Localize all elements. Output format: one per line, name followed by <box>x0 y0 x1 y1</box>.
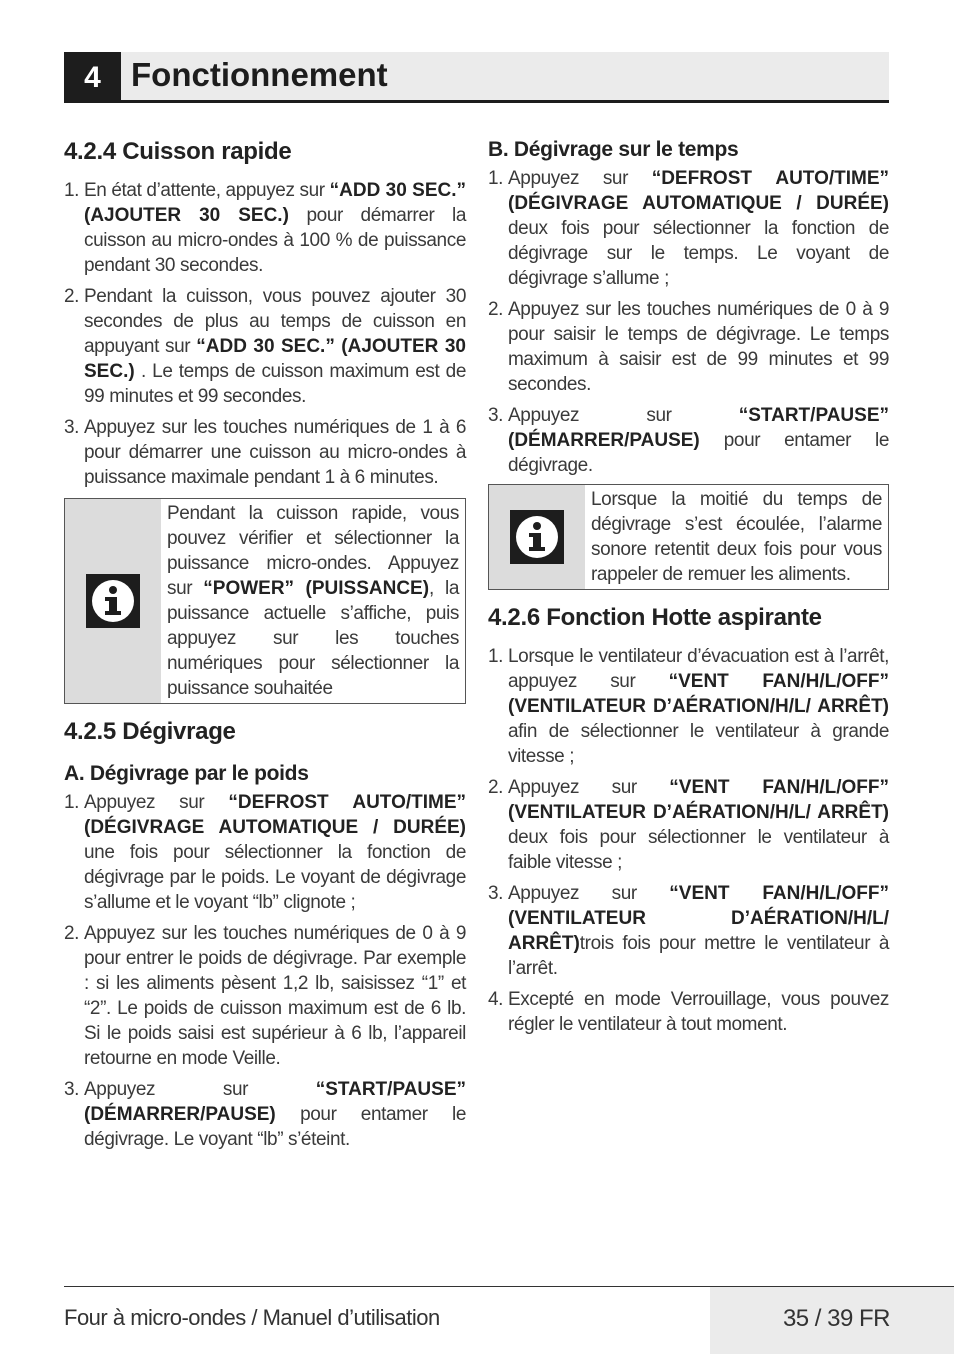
list-item: 1. Appuyez sur “DEFROST AUTO/TIME” (DÉGIVRAGE AUTOMATIQUE / DURÉE) une fois pour sélectionner la fonction de dégivrage par le poids. Le voyant de dégivrage s’allume et le voyant “lb” clignote ; <box>64 792 467 913</box>
vent-fan-list <box>488 644 889 1037</box>
note-text: Pendant la cuisson rapide, vous pouvez vérifier et sélectionner la puissance micro-ondes. Appuyez sur “POWER” (PUISSANCE), la puissance actuelle s’affiche, puis appuyez sur les touches numériques pour sélectionner la puissance souhaitée <box>167 503 459 699</box>
list-item: 3. Appuyez sur “START/PAUSE” (DÉMARRER/PAUSE) pour entamer le dégivrage. Le voyant “lb” s’éteint. <box>64 1079 466 1150</box>
list-item: 1. Appuyez sur “DEFROST AUTO/TIME” (DÉGIVRAGE AUTOMATIQUE / DURÉE) deux fois pour sélectionner la fonction de dégivrage sur le temps. Le voyant de dégivrage s’allume ; <box>488 168 890 289</box>
list-item: 3. Appuyez sur “VENT FAN/H/L/OFF” (VENTILATEUR D’AÉRATION/H/L/ ARRÊT)trois fois pour mettre le ventilateur à l’arrêt. <box>488 883 890 979</box>
header-bar <box>121 52 889 103</box>
defrost-time-list <box>488 166 889 478</box>
subsection-title-b: B. Dégivrage sur le temps <box>488 138 739 161</box>
info-icon <box>86 574 140 628</box>
footer-doc-title: Four à micro-ondes / Manuel d’utilisation <box>64 1305 440 1330</box>
left-column <box>64 138 466 1158</box>
list-item: 3. Appuyez sur “START/PAUSE” (DÉMARRER/PAUSE) pour entamer le dégivrage. <box>488 405 889 476</box>
section-title-424: 4.2.4 Cuisson rapide <box>64 138 292 165</box>
subsection-title-a: A. Dégivrage par le poids <box>64 762 309 785</box>
info-icon <box>510 510 564 564</box>
list-item: 1. En état d’attente, appuyez sur “ADD 30 SEC.” (AJOUTER 30 SEC.) pour démarrer la cuisson au micro-ondes à 100 % de puissance pendant 30 secondes. <box>64 180 467 276</box>
defrost-weight-list <box>64 790 466 1152</box>
list-item: 4. Excepté en mode Verrouillage, vous pouvez régler le ventilateur à tout moment. <box>488 989 889 1035</box>
quick-cook-list <box>64 178 466 490</box>
list-item: 2. Appuyez sur “VENT FAN/H/L/OFF” (VENTILATEUR D’AÉRATION/H/L/ ARRÊT) deux fois pour sélectionner le ventilateur à faible vitesse ; <box>488 777 890 873</box>
info-note <box>488 484 889 590</box>
info-note <box>64 498 466 704</box>
page-number: 35 / 39 FR <box>782 1305 890 1332</box>
note-text: Lorsque la moitié du temps de dégivrage s’est écoulée, l’alarme sonore retentit deux fois pour vous rappeler de remuer les aliments. <box>591 489 882 585</box>
list-item: 1. Lorsque le ventilateur d’évacuation est à l’arrêt, appuyez sur “VENT FAN/H/L/OFF” (VENTILATEUR D’AÉRATION/H/L/ ARRÊT) afin de sélectionner le ventilateur à grande vitesse ; <box>488 646 889 767</box>
list-item: 2. Appuyez sur les touches numériques de 0 à 9 pour entrer le poids de dégivrage. Par exemple : si les aliments pèsent 1,2 lb, saisissez “1” et “2”. Le poids de cuisson maximum est de 6 lb. Si le poids saisi est supérieur à 6 lb, l’appareil retourne en mode Veille. <box>64 923 466 1069</box>
section-title-425: 4.2.5 Dégivrage <box>64 718 236 745</box>
list-item: 2. Appuyez sur les touches numériques de 0 à 9 pour saisir le temps de dégivrage. Le temps maximum à saisir est de 99 minutes et 99 secondes. <box>488 299 889 395</box>
page-title: Fonctionnement <box>131 56 388 93</box>
right-column <box>488 138 889 1043</box>
footer-page-box <box>710 1287 954 1354</box>
section-title-426: 4.2.6 Fonction Hotte aspirante <box>488 604 822 631</box>
section-number: 4 <box>64 52 121 103</box>
list-item: 2. Pendant la cuisson, vous pouvez ajouter 30 secondes de plus au temps de cuisson en appuyant sur “ADD 30 SEC.” (AJOUTER 30 SEC.) . Le temps de cuisson maximum est de 99 minutes et 99 secondes. <box>64 286 466 407</box>
list-item: 3. Appuyez sur les touches numériques de 1 à 6 pour démarrer une cuisson au micro-ondes à puissance maximale pendant 1 à 6 minutes. <box>64 417 466 488</box>
